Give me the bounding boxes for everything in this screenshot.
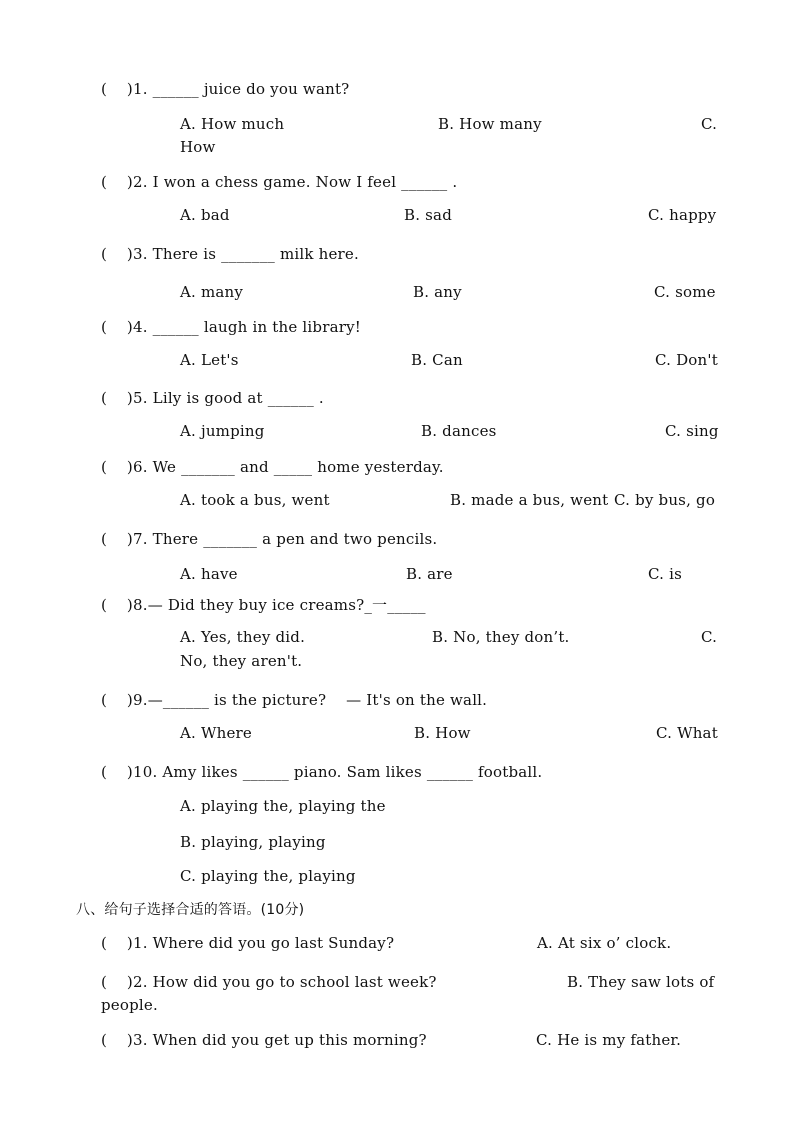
question-10-option-a: A. playing the, playing the bbox=[180, 797, 386, 815]
match-answer-b-continued: people. bbox=[101, 996, 158, 1014]
question-4-option-a: A. Let's bbox=[180, 351, 239, 369]
question-1-stem: ( )1. ______ juice do you want? bbox=[101, 80, 350, 98]
question-7-option-a: A. have bbox=[180, 565, 238, 583]
question-8-option-c-text: No, they aren't. bbox=[180, 652, 303, 670]
question-8-option-a: A. Yes, they did. bbox=[180, 628, 306, 646]
question-2-option-b: B. sad bbox=[404, 206, 453, 224]
question-1-option-a: A. How much bbox=[180, 115, 285, 133]
question-3-option-c: C. some bbox=[654, 283, 716, 301]
question-3-stem: ( )3. There is _______ milk here. bbox=[101, 245, 359, 263]
match-answer-a: A. At six o’ clock. bbox=[537, 934, 672, 952]
question-7-stem: ( )7. There _______ a pen and two pencils. bbox=[101, 530, 438, 548]
question-7-option-c: C. is bbox=[648, 565, 682, 583]
question-1-option-c-text: How bbox=[180, 138, 216, 156]
question-10-stem: ( )10. Amy likes ______ piano. Sam likes ______ football. bbox=[101, 763, 543, 781]
question-2-option-a: A. bad bbox=[180, 206, 230, 224]
question-2-stem: ( )2. I won a chess game. Now I feel ______ . bbox=[101, 173, 458, 191]
match-question-3: ( )3. When did you get up this morning? bbox=[101, 1031, 427, 1049]
question-5-stem: ( )5. Lily is good at ______ . bbox=[101, 389, 324, 407]
question-9-option-b: B. How bbox=[414, 724, 471, 742]
question-5-option-b: B. dances bbox=[421, 422, 497, 440]
question-6-option-a: A. took a bus, went bbox=[180, 491, 330, 509]
question-9-option-a: A. Where bbox=[180, 724, 252, 742]
question-6-option-c: C. by bus, go bbox=[614, 491, 716, 509]
question-1-option-c-label: C. bbox=[701, 115, 718, 133]
question-8-option-c-label: C. bbox=[701, 628, 718, 646]
question-3-option-b: B. any bbox=[413, 283, 462, 301]
section-8-title: 八、给句子选择合适的答语。(10分) bbox=[76, 902, 305, 918]
question-9-option-c: C. What bbox=[656, 724, 718, 742]
question-4-option-b: B. Can bbox=[411, 351, 463, 369]
question-9-stem: ( )9.—______ is the picture? — It's on the wall. bbox=[101, 691, 488, 709]
question-8-option-b: B. No, they don’t. bbox=[432, 628, 570, 646]
question-4-stem: ( )4. ______ laugh in the library! bbox=[101, 318, 361, 336]
question-1-option-b: B. How many bbox=[438, 115, 542, 133]
match-answer-b: B. They saw lots of bbox=[567, 973, 715, 991]
question-6-stem: ( )6. We _______ and _____ home yesterday. bbox=[101, 458, 444, 476]
question-5-option-a: A. jumping bbox=[180, 422, 265, 440]
question-7-option-b: B. are bbox=[406, 565, 453, 583]
question-8-stem: ( )8.— Did they buy ice creams?_一_____ bbox=[101, 596, 426, 614]
question-5-option-c: C. sing bbox=[665, 422, 719, 440]
match-answer-c: C. He is my father. bbox=[536, 1031, 682, 1049]
question-3-option-a: A. many bbox=[180, 283, 244, 301]
question-4-option-c: C. Don't bbox=[655, 351, 718, 369]
question-10-option-c: C. playing the, playing bbox=[180, 867, 356, 885]
question-10-option-b: B. playing, playing bbox=[180, 833, 326, 851]
match-question-1: ( )1. Where did you go last Sunday? bbox=[101, 934, 395, 952]
question-2-option-c: C. happy bbox=[648, 206, 717, 224]
question-6-option-b: B. made a bus, went bbox=[450, 491, 609, 509]
match-question-2: ( )2. How did you go to school last week? bbox=[101, 973, 437, 991]
